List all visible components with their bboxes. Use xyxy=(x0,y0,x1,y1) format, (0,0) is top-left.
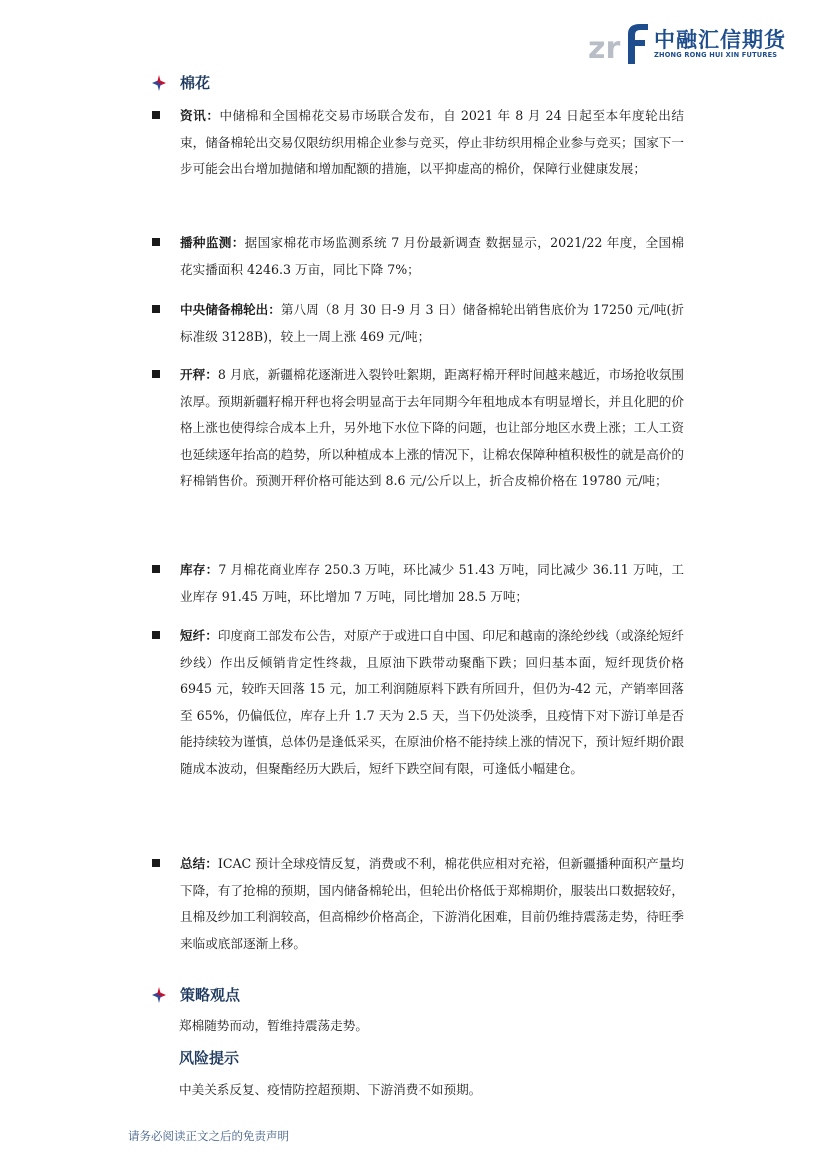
bullet-square-icon xyxy=(152,859,160,867)
list-item-staple-fiber xyxy=(152,623,684,783)
item-label: 开秤： xyxy=(180,367,218,382)
bullet-square-icon xyxy=(152,305,160,313)
list-item-summary xyxy=(152,851,684,957)
list-item-opening-price xyxy=(152,362,684,495)
list-item-reserve-rotation xyxy=(152,297,684,350)
item-text: 印度商工部发布公告，对原产于或进口自中国、印尼和越南的涤纶纱线（或涤纶短纤纱线）作出反倾销肯定性终裁，且原油下跌带动聚酯下跌；回归基本面，短纤现货价格 6945 元，较昨天回落 15 元，加工利润随原料下跌有所回升，但仍为-42 元，产销率回落至 65%，仍偏低位，库存上升 1.7 天为 2.5 天，当下仍处淡季，且疫情下对下游订单是否能持续较为谨慎，总体仍是逢低采买，在原油价格不能持续上涨的情况下，预计短纤期价跟随成本波动，但聚酯经历大跌后，短纤下跌空间有限，可逢低小幅建仓。 xyxy=(180,628,685,776)
strategy-title: 策略观点 xyxy=(180,986,241,1004)
risk-text: 中美关系反复、疫情防控超预期、下游消费不如预期。 xyxy=(179,1082,482,1097)
item-text: ICAC 预计全球疫情反复，消费或不利，棉花供应相对充裕，但新疆播种面积产量均下降，有了抢棉的预期，国内储备棉轮出，但轮出价格低于郑棉期价，服装出口数据较好，且棉及纱加工利润较高，但高棉纱价格高企，下游消化困难，目前仍维持震荡走势，待旺季来临或底部逐渐上移。 xyxy=(180,856,684,951)
item-text: 中储棉和全国棉花交易市场联合发布，自 2021 年 8 月 24 日起至本年度轮出结束，储备棉轮出交易仅限纺织用棉企业参与竞买，停止非纺织用棉企业参与竞买；国家下一步可能会出台增加抛储和增加配额的措施，以平抑虚高的棉价，保障行业健康发展； xyxy=(180,108,685,177)
disclaimer-footer: 请务必阅读正文之后的免责声明 xyxy=(128,1129,289,1143)
item-text: 7 月棉花商业库存 250.3 万吨，环比减少 51.43 万吨，同比减少 36.11 万吨，工业库存 91.45 万吨，环比增加 7 万吨，同比增加 28.5 万吨； xyxy=(180,562,684,604)
list-item-inventory xyxy=(152,557,684,610)
risk-title: 风险提示 xyxy=(179,1049,240,1067)
list-item-planting xyxy=(152,230,684,283)
strategy-text: 郑棉随势而动，暂维持震荡走势。 xyxy=(179,1018,368,1033)
bullet-square-icon xyxy=(152,631,160,639)
svg-text:zr: zr xyxy=(588,31,621,64)
item-label: 短纤： xyxy=(180,628,218,643)
company-name-en: ZHONG RONG HUI XIN FUTURES xyxy=(654,51,778,59)
section-title: 棉花 xyxy=(180,74,211,92)
item-label: 资讯： xyxy=(180,108,220,123)
bullet-square-icon xyxy=(152,238,160,246)
item-label: 中央储备棉轮出： xyxy=(180,302,281,317)
company-logo xyxy=(588,18,788,66)
section-heading-strategy xyxy=(150,984,240,1005)
section-heading-cotton xyxy=(150,72,210,93)
item-text: 8 月底，新疆棉花逐渐进入裂铃吐絮期，距离籽棉开秤时间越来越近，市场抢收氛围浓厚。预期新疆籽棉开秤也将会明显高于去年同期今年租地成本有明显增长，并且化肥的价格上涨也使得综合成本上升，另外地下水位下降的问题，也让部分地区水费上涨；工人工资也延续逐年抬高的趋势，所以种植成本上涨的情况下，让棉农保障种植积极性的就是高价的籽棉销售价。预测开秤价格可能达到 8.6 元/公斤以上，折合皮棉价格在 19780 元/吨； xyxy=(180,367,684,489)
bullet-square-icon xyxy=(152,111,160,119)
item-label: 总结： xyxy=(180,856,218,871)
item-text: 据国家棉花市场监测系统 7 月份最新调查 数据显示，2021/22 年度，全国棉花实播面积 4246.3 万亩，同比下降 7%； xyxy=(180,235,685,277)
item-label: 库存： xyxy=(180,562,219,577)
bullet-square-icon xyxy=(152,370,160,378)
section-marker-icon xyxy=(150,74,168,92)
list-item-news xyxy=(152,103,684,183)
company-name-cn: 中融汇信期货 xyxy=(654,28,786,52)
item-text: 第八周（8 月 30 日-9 月 3 日）储备棉轮出销售底价为 17250 元/吨(折标准级 3128B)，较上一周上涨 469 元/吨； xyxy=(180,302,685,344)
bullet-square-icon xyxy=(152,565,160,573)
section-marker-icon xyxy=(150,986,168,1004)
zrf-logo-mark xyxy=(588,20,650,64)
item-label: 播种监测： xyxy=(180,235,245,250)
